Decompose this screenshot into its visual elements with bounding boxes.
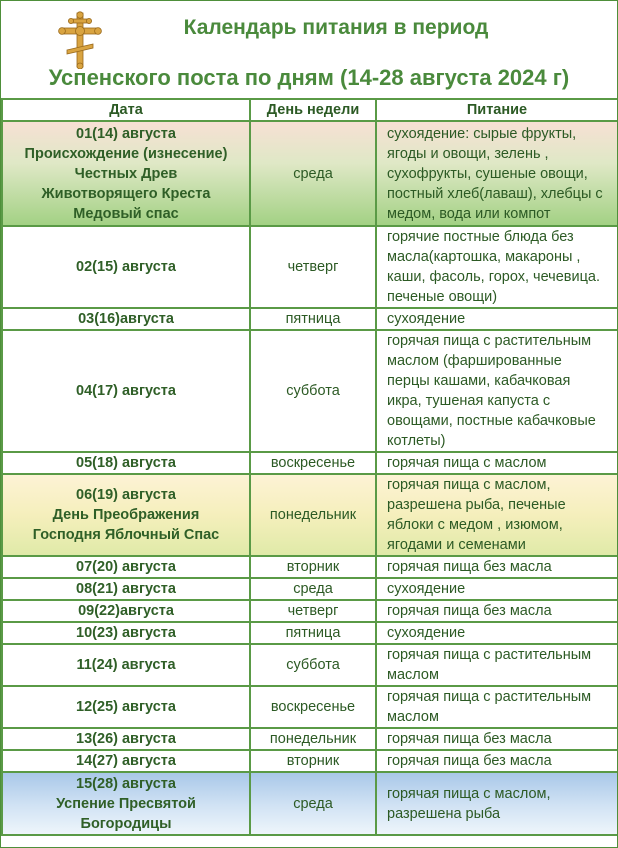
food-line: сухоядение xyxy=(387,625,466,641)
date-cell xyxy=(2,686,250,728)
table-header-row xyxy=(2,99,618,121)
food-line: яблоки с медом , изюмом, xyxy=(387,517,563,533)
food-line: горячая пища без масла xyxy=(387,559,552,575)
title-line-2: Успенского поста по дням (14-28 августа 2024 г) xyxy=(48,65,570,90)
table-row xyxy=(2,578,618,600)
feast-name-line: Происхождение (изнесение) xyxy=(24,145,228,162)
food-line: горячая пища с растительным xyxy=(387,333,592,349)
table-row xyxy=(2,226,618,308)
food-cell xyxy=(376,121,618,226)
day-of-week-cell: пятница xyxy=(250,622,376,644)
date-cell xyxy=(2,121,250,226)
food-line: маслом xyxy=(387,667,439,683)
table-row xyxy=(2,452,618,474)
table-row xyxy=(2,474,618,556)
table-row xyxy=(2,750,618,772)
date-text: 15(28) августа xyxy=(76,775,176,792)
table-row xyxy=(2,622,618,644)
header-food: Питание xyxy=(376,99,618,121)
food-cell xyxy=(376,330,618,452)
date-cell xyxy=(2,728,250,750)
food-line: горячая пища с маслом xyxy=(387,455,547,471)
food-line: разрешена рыба xyxy=(387,805,501,822)
food-cell xyxy=(376,686,618,728)
food-cell xyxy=(376,600,618,622)
food-line: разрешена рыба, печеные xyxy=(387,497,566,513)
table-row xyxy=(2,686,618,728)
date-cell xyxy=(2,644,250,686)
food-line: перцы кашами, кабачковая xyxy=(387,373,571,389)
table-row xyxy=(2,330,618,452)
date-text: 06(19) августа xyxy=(76,487,176,503)
feast-name-line: День Преображения xyxy=(52,507,200,523)
food-line: сухоядение xyxy=(387,311,466,327)
date-text: 08(21) августа xyxy=(76,581,176,597)
header-day-of-week: День недели xyxy=(250,99,376,121)
date-text: 07(20) августа xyxy=(76,559,176,575)
date-text: 05(18) августа xyxy=(76,455,176,471)
feast-name-line: Успение Пресвятой xyxy=(56,795,196,812)
title-line-1: Календарь питания в период xyxy=(183,16,489,39)
day-of-week-cell: суббота xyxy=(250,330,376,452)
food-line: горячая пища без масла xyxy=(387,753,552,769)
date-text: 04(17) августа xyxy=(76,383,176,399)
table-row xyxy=(2,728,618,750)
day-of-week-cell: суббота xyxy=(250,644,376,686)
food-cell xyxy=(376,728,618,750)
date-cell xyxy=(2,750,250,772)
day-of-week-cell: вторник xyxy=(250,556,376,578)
day-of-week-cell: воскресенье xyxy=(250,452,376,474)
date-text: 12(25) августа xyxy=(76,699,176,715)
date-cell xyxy=(2,556,250,578)
food-cell xyxy=(376,556,618,578)
table-row xyxy=(2,600,618,622)
day-of-week-cell: среда xyxy=(250,578,376,600)
day-of-week-cell: четверг xyxy=(250,600,376,622)
date-cell xyxy=(2,578,250,600)
food-line: сухоядение xyxy=(387,581,466,597)
date-cell xyxy=(2,226,250,308)
header-date: Дата xyxy=(2,99,250,121)
food-cell xyxy=(376,772,618,835)
food-line: горячая пища с маслом, xyxy=(387,785,551,802)
header xyxy=(1,1,617,98)
food-line: икра, тушеная капуста с xyxy=(387,393,551,409)
date-text: 14(27) августа xyxy=(76,753,176,769)
food-line: овощами, постные кабачковые xyxy=(387,413,596,429)
food-line: горячие постные блюда без xyxy=(387,229,574,245)
day-of-week-cell: пятница xyxy=(250,308,376,330)
date-cell xyxy=(2,330,250,452)
date-text: 09(22)августа xyxy=(78,603,174,619)
date-cell xyxy=(2,600,250,622)
date-cell xyxy=(2,772,250,835)
date-text: 13(26) августа xyxy=(76,731,176,747)
food-line: горячая пища без масла xyxy=(387,603,552,619)
food-line: постный хлеб(лаваш), хлебцы с xyxy=(387,185,603,202)
table-row xyxy=(2,772,618,835)
day-of-week-cell: воскресенье xyxy=(250,686,376,728)
food-line: маслом (фаршированные xyxy=(387,353,562,369)
date-cell xyxy=(2,474,250,556)
food-cell xyxy=(376,474,618,556)
food-cell xyxy=(376,578,618,600)
food-line: ягоды и овощи, зелень , xyxy=(387,145,549,162)
food-line: масла(картошка, макароны , xyxy=(387,249,581,265)
date-cell xyxy=(2,452,250,474)
feast-name-line: Господня Яблочный Спас xyxy=(32,527,220,543)
food-line: каши, фасоль, горох, чечевица. xyxy=(387,269,601,285)
food-line: сухофрукты, сушеные овощи, xyxy=(387,165,588,182)
table-row xyxy=(2,644,618,686)
food-cell xyxy=(376,750,618,772)
food-line: медом, вода или компот xyxy=(387,205,551,222)
feast-name-line: Богородицы xyxy=(80,815,172,832)
food-cell xyxy=(376,644,618,686)
feast-name-line: Животворящего Креста xyxy=(41,185,211,202)
food-line: горячая пища без масла xyxy=(387,731,552,747)
day-of-week-cell: среда xyxy=(250,772,376,835)
food-cell xyxy=(376,452,618,474)
day-of-week-cell: вторник xyxy=(250,750,376,772)
feast-name-line: Честных Древ xyxy=(74,165,178,182)
table-row xyxy=(2,556,618,578)
feast-name-line: Медовый спас xyxy=(73,205,179,222)
food-cell xyxy=(376,622,618,644)
table-row xyxy=(2,308,618,330)
date-cell xyxy=(2,308,250,330)
table-row xyxy=(2,121,618,226)
food-line: маслом xyxy=(387,709,439,725)
food-line: котлеты) xyxy=(387,433,446,449)
food-line: горячая пища с растительным xyxy=(387,689,592,705)
food-line: ягодами и семенами xyxy=(387,537,526,553)
day-of-week-cell: понедельник xyxy=(250,728,376,750)
day-of-week-cell: четверг xyxy=(250,226,376,308)
food-line: горячая пища с растительным xyxy=(387,647,592,663)
date-text: 02(15) августа xyxy=(76,259,176,275)
food-cell xyxy=(376,226,618,308)
date-cell xyxy=(2,622,250,644)
food-line: печеные овощи) xyxy=(387,289,498,305)
fasting-calendar-table xyxy=(1,98,618,836)
food-cell xyxy=(376,308,618,330)
food-line: сухоядение: сырые фрукты, xyxy=(387,125,577,142)
food-line: горячая пища с маслом, xyxy=(387,477,551,493)
day-of-week-cell: среда xyxy=(250,121,376,226)
date-text: 03(16)августа xyxy=(78,311,174,327)
day-of-week-cell: понедельник xyxy=(250,474,376,556)
date-text: 10(23) августа xyxy=(76,625,176,641)
date-text: 11(24) августа xyxy=(76,657,176,673)
date-text: 01(14) августа xyxy=(76,125,176,142)
